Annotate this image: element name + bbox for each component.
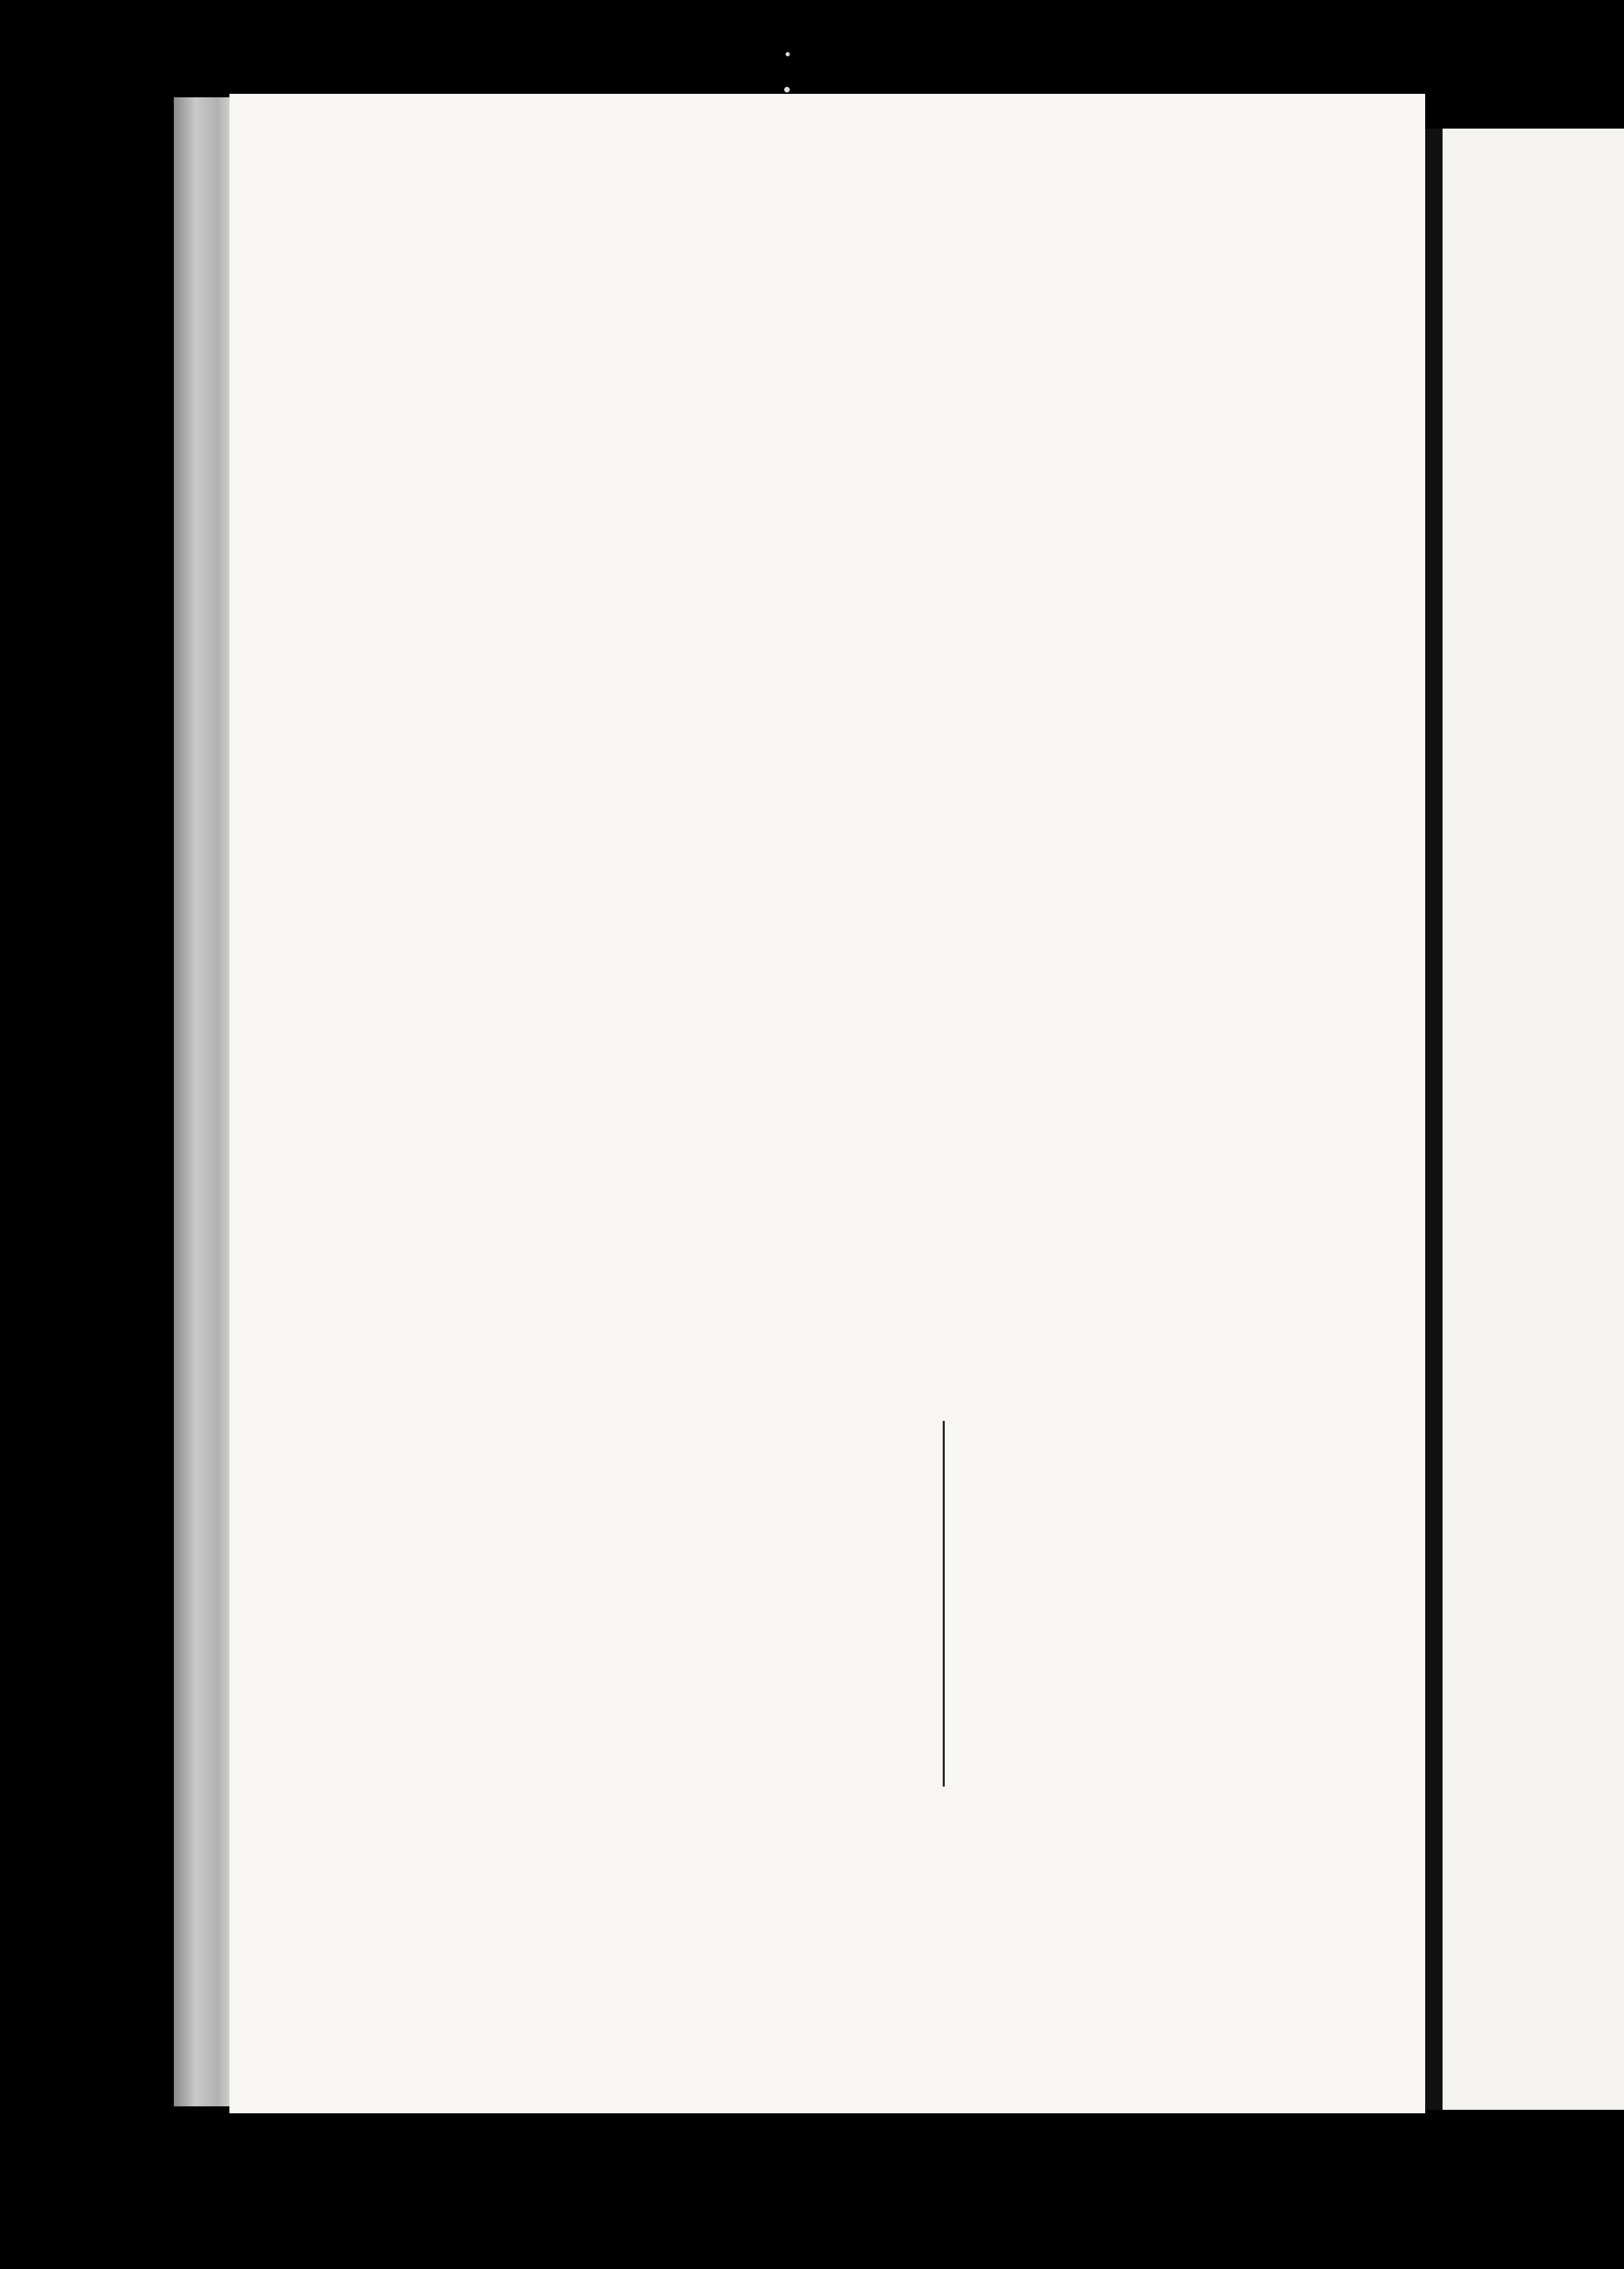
column-divider	[943, 1421, 945, 1787]
speck-mark	[786, 52, 790, 56]
speck-mark	[784, 87, 790, 92]
book-gutter	[1425, 129, 1443, 2110]
page-edge-shadow	[174, 97, 236, 2106]
facing-page	[1443, 129, 1624, 2110]
book-page	[229, 94, 1425, 2113]
